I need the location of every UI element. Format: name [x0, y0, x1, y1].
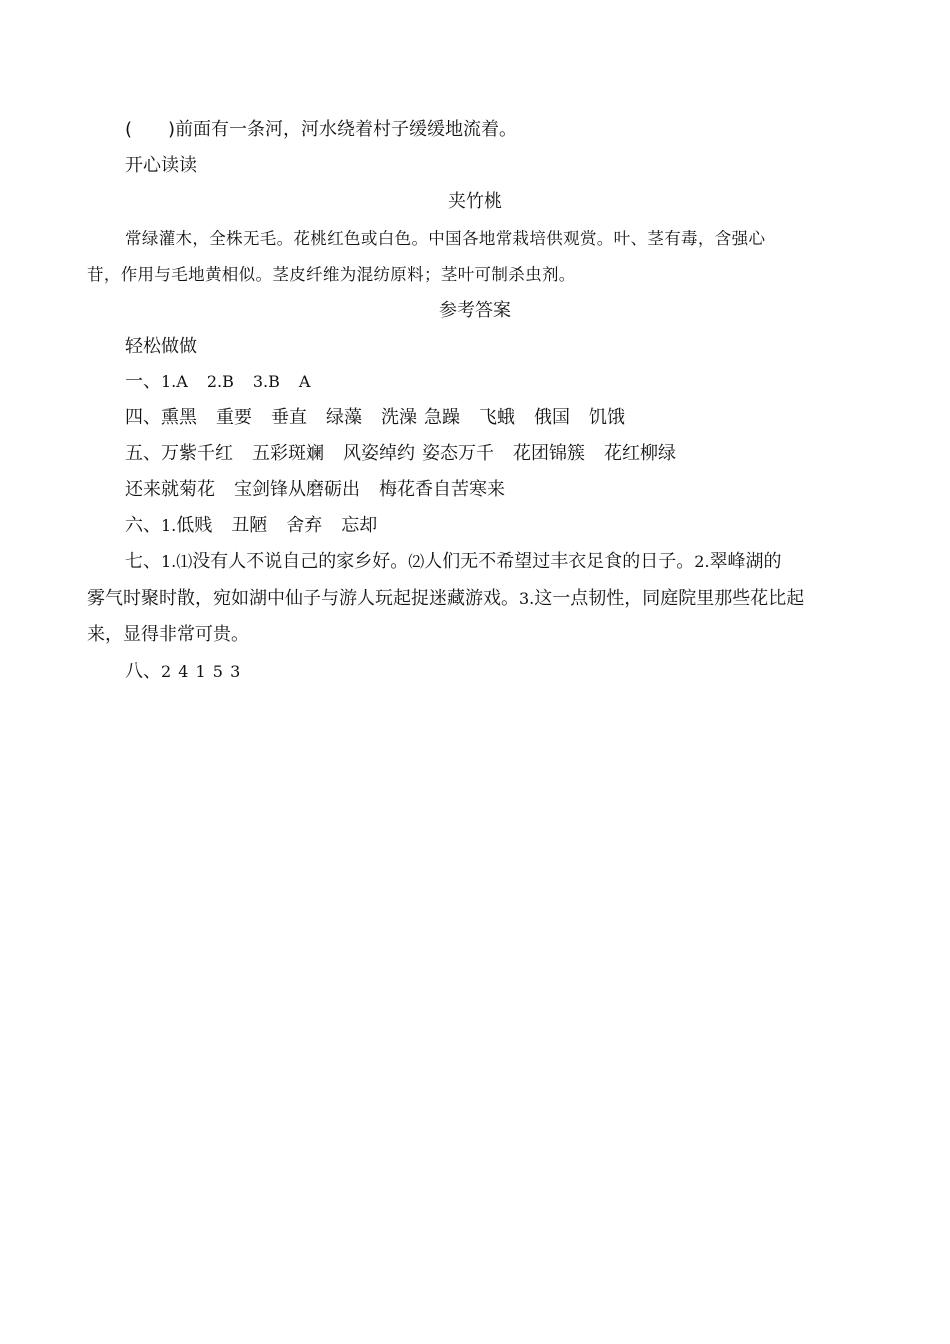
q7-number-2: 2.: [694, 552, 710, 571]
answer-q6: [125, 514, 377, 538]
q5-item: 花团锦簇: [513, 443, 585, 464]
q4-item: 俄国: [534, 407, 570, 428]
answers-heading: 轻松做做: [125, 336, 197, 357]
answer-q7-line-3: 来，显得非常可贵。: [87, 624, 249, 645]
q4-item: 绿藻: [326, 407, 362, 428]
open-paren: (: [125, 119, 133, 140]
q4-item: 饥饿: [589, 407, 625, 428]
q7-number-3: 3.: [519, 589, 535, 608]
q1-item-1: 1.A: [161, 372, 188, 391]
q5-item: 梅花香自苦寒来: [379, 479, 505, 500]
answer-q8: [125, 660, 241, 684]
q7-text-2: 人们无不希望过丰衣足食的日子。: [424, 551, 695, 572]
q5-item: 万紫千红: [161, 443, 233, 464]
q7-part-1: ⑴: [176, 552, 193, 571]
q5-item: 五彩斑斓: [252, 443, 324, 464]
q5-item: 还来就菊花: [125, 479, 215, 500]
q8-value: 2 4 1 5 3: [161, 662, 242, 681]
q4-item: 飞蛾: [479, 407, 515, 428]
q7-text-1: 没有人不说自己的家乡好。: [192, 551, 409, 572]
q5-item: 宝剑锋从磨砺出: [234, 479, 360, 500]
q4-label: 四、: [125, 407, 161, 428]
answer-q1: [125, 370, 310, 394]
q1-item-2: 2.B: [206, 372, 234, 391]
q4-item: 洗澡: [381, 407, 417, 428]
q4-item: 熏黑: [161, 407, 197, 428]
section-heading-read: 开心读读: [125, 155, 197, 176]
q4-item: 垂直: [271, 407, 307, 428]
q7-part-2: ⑵: [408, 552, 425, 571]
answers-title: 参考答案: [439, 300, 511, 321]
q6-item: 舍弃: [286, 515, 323, 536]
answer-q4: [125, 406, 625, 430]
reading-title: 夹竹桃: [448, 191, 502, 212]
q8-label: 八、: [125, 661, 161, 682]
q5-item: 姿态万千: [422, 443, 494, 464]
q6-item: 低贱: [176, 515, 213, 536]
close-paren: ): [168, 119, 176, 140]
q6-item: 丑陋: [231, 515, 268, 536]
q7-text-3a: 翠峰湖的: [709, 551, 782, 572]
q4-item: 重要: [216, 407, 252, 428]
q1-label: 一、: [125, 371, 161, 392]
q7-label: 七、: [125, 551, 161, 572]
answer-q5-line-1: [125, 442, 676, 466]
reading-paragraph-line-1: 常绿灌木，全株无毛。花桃红色或白色。中国各地常栽培供观赏。叶、茎有毒，含强心: [125, 229, 766, 248]
q7-text-3b: 雾气时聚时散，宛如湖中仙子与游人玩起捉迷藏游戏。: [87, 588, 519, 609]
q6-label: 六、: [125, 515, 161, 536]
answer-q7-line-2: [87, 587, 804, 611]
q1-item-4: A: [298, 372, 311, 391]
sentence-text: 前面有一条河，河水绕着村子缓缓地流着。: [175, 119, 518, 140]
q5-label: 五、: [125, 443, 161, 464]
reading-paragraph-line-2: 苷，作用与毛地黄相似。茎皮纤维为混纺原料；茎叶可制杀虫剂。: [87, 265, 576, 284]
q6-item: 忘却: [341, 515, 378, 536]
q7-text-4a: 这一点韧性，同庭院里那些花比起: [534, 588, 805, 609]
q4-item: 急躁: [424, 407, 460, 428]
answer-q7-line-1: [125, 550, 782, 574]
fill-in-sentence: [125, 118, 517, 142]
answer-q5-line-2: [125, 478, 505, 502]
q7-number-1: 1.: [161, 552, 177, 571]
q1-item-3: 3.B: [252, 372, 280, 391]
q6-number: 1.: [161, 516, 177, 535]
q5-item: 风姿绰约: [343, 443, 415, 464]
q5-item: 花红柳绿: [604, 443, 676, 464]
